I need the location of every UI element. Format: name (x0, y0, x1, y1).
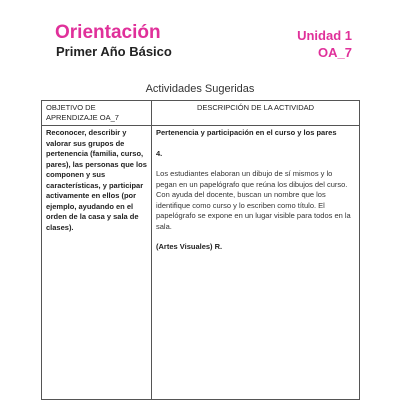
column-header-objective: OBJETIVO DE APRENDIZAJE OA_7 (42, 101, 152, 126)
description-cell (152, 126, 360, 400)
column-header-description: DESCRIPCIÓN DE LA ACTIVIDAD (152, 101, 360, 126)
activities-table (41, 100, 360, 400)
table-header-row (42, 101, 360, 126)
objective-cell: Reconocer, describir y valorar sus grupos de pertenencia (familia, curso, pares), las personas que los componen y sus características, y participar activamente en ellos (por ejemplo, ayudando en el orden de la casa y sala de clases). (42, 126, 152, 400)
grade-label: Primer Año Básico (56, 44, 172, 59)
objective-code: OA_7 (318, 45, 352, 60)
subject-title: Orientación (55, 22, 161, 43)
table-row (42, 126, 360, 400)
section-title: Actividades Sugeridas (145, 83, 255, 95)
activity-body: Los estudiantes elaboran un dibujo de sí mismos y lo pegan en un papelógrafo que reúna los dibujos del curso. Con ayuda del docente, buscan un nombre que los identifique como curso y lo escriben como título. El papelógrafo se expone en un lugar visible para todos en la sala. (156, 169, 351, 231)
page-header (0, 0, 400, 70)
unit-label: Unidad 1 (297, 28, 352, 43)
activity-number: 4. (156, 148, 163, 158)
activity-title: Pertenencia y participación en el curso y los pares (156, 128, 337, 137)
activity-tag: (Artes Visuales) R. (156, 242, 223, 251)
